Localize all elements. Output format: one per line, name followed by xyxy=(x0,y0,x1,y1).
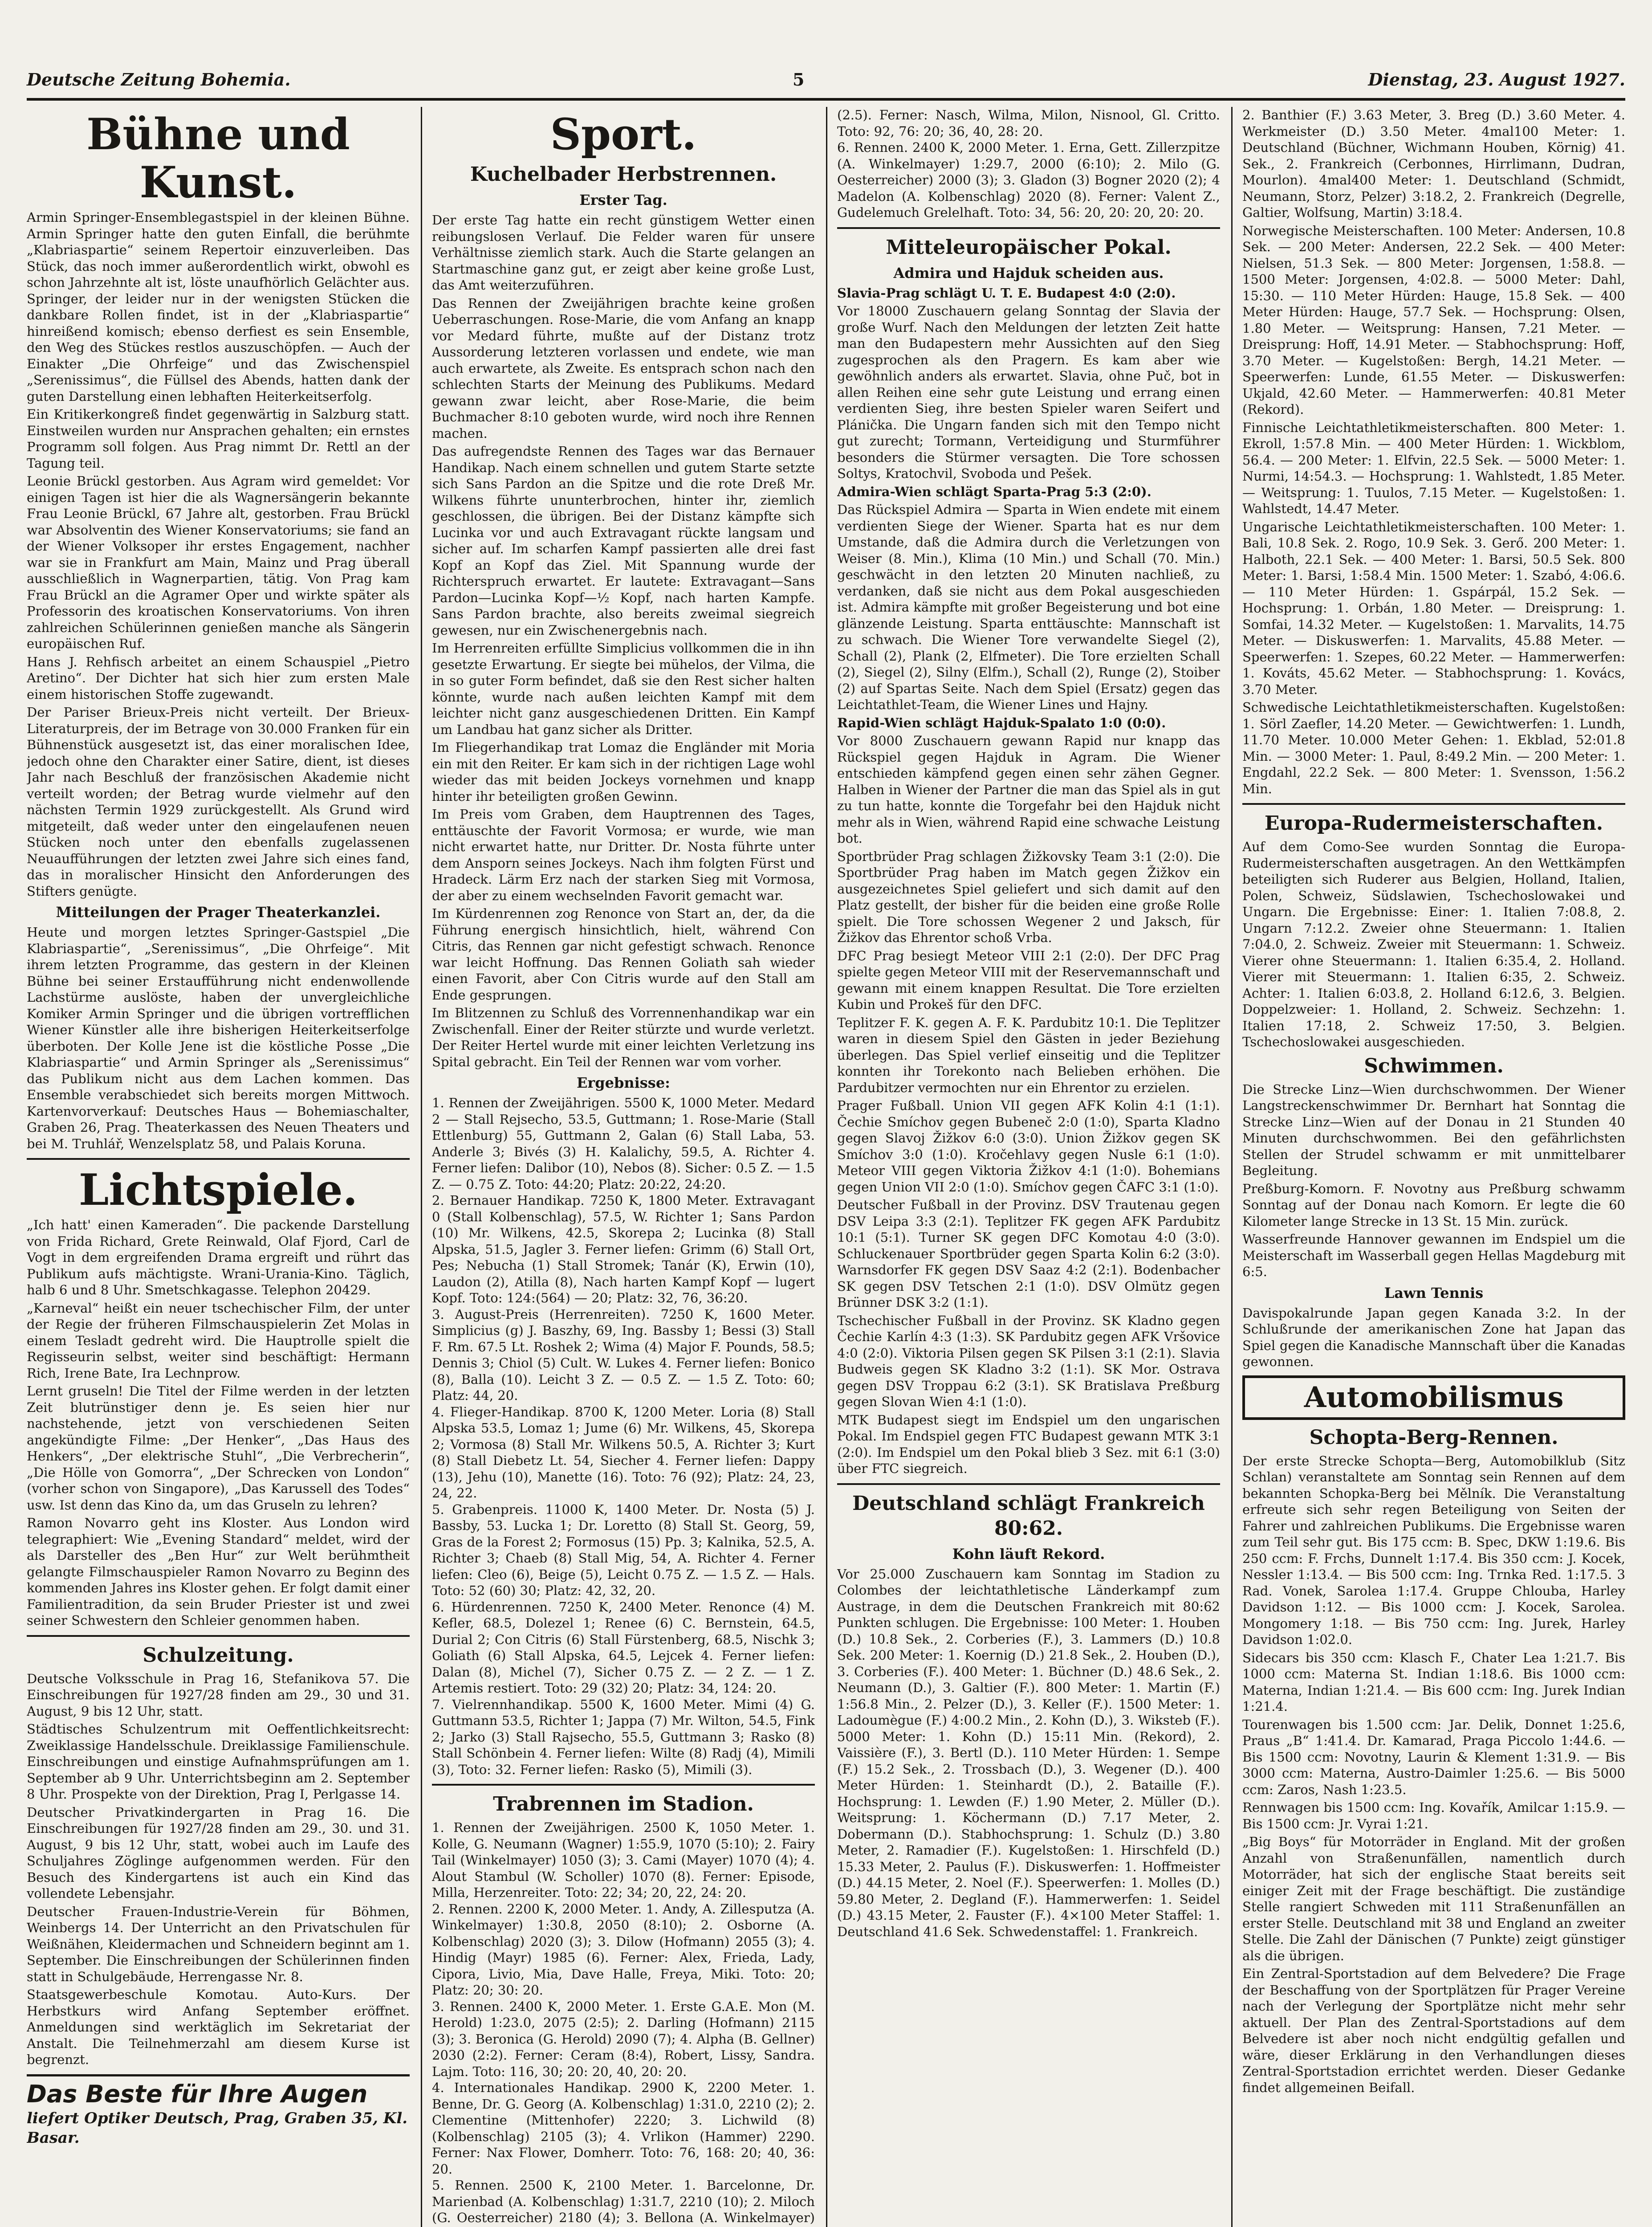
subsection-subtitle: Erster Tag. xyxy=(579,192,667,208)
divider xyxy=(837,227,1220,229)
column-rule xyxy=(826,107,827,2227)
article: Hans J. Rehfisch arbeitet an einem Schauspiel „Pietro Aretino“. Der Dichter hat sich hier zum ersten Male einem historischen Stoffe zugewandt. xyxy=(27,654,410,702)
article: 2. Banthier (F.) 3.63 Meter, 3. Breg (D.) 3.60 Meter. 4. Werkmeister (D.) 3.50 Meter. 4mal100 Meter: 1. Deutschland (Büchner, Wichmann Houben, Körnig) 41. Sek., 2. Frankreich (Cerbonnes, Hirrlimann, Dudran, Mourlon). 4mal400 Meter: 1. Deutschland (Schmidt, Neumann, Storz, Pelzer) 3:18.2, 2. Frankreich (Degrelle, Galtier, Wolfsung, Martin) 3:18.4. xyxy=(1242,107,1625,220)
article: Vor 25.000 Zuschauern kam Sonntag im Stadion zu Colombes der leichtathletische Länderkampf zum Austrage, in dem die Deutschen Frankreich mit 80:62 Punkten schlugen. Die Ergebnisse: 100 Meter: 1. Houben (D.) 10.8 Sek., 2. Corberies (F.), 3. Lammers (D.) 10.8 Sek. 200 Meter: 1. Koernig (D.) 21.8 Sek., 2. Houben (D.), 3. Corberies (F.). 400 Meter: 1. Büchner (D.) 48.6 Sek., 2. Neumann (D.), 3. Galtier (F.). 800 Meter: 1. Martin (F.) 1:56.8 Min., 2. Pelzer (D.), 3. Keller (F.). 1500 Meter: 1. Ladoumègue (F.) 4:00.2 Min., 2. Kohn (D.), 3. Wiksteb (F.). 5000 Meter: 1. Kohn (D.) 15:11 Min. (Rekord), 2. Vaissière (F.), 3. Bertl (D.). 110 Meter Hürden: 1. Sempe (F.) 15.2 Sek., 2. Trossbach (D.), 3. Wegener (D.). 400 Meter Hürden: 1. Steinhardt (D.), 2. Bataille (F.). Hochsprung: 1. Lewden (F.) 1.90 Meter, 2. Müller (D.). Weitsprung: 1. Köchermann (D.) 7.17 Meter, 2. Dobermann (D.). Stabhochsprung: 1. Schulz (D.) 3.80 Meter, 2. Ramadier (F.). Kugelstoßen: 1. Hirschfeld (D.) 15.33 Meter, 2. Paulus (F.). Diskuswerfen: 1. Hoffmeister (D.) 44.15 Meter, 2. Noel (F.). Speerwerfen: 1. Molles (D.) 59.80 Meter, 2. Degland (F.). Hammerwerfen: 1. Seidel (D.) 43.15 Meter, 2. Fauster (F.). 4×100 Meter Staffel: 1. Deutschland 41.6 Sek. Schwedenstaffel: 1. Frankreich. xyxy=(837,1566,1220,1939)
article: Deutsche Volksschule in Prag 16, Stefanikova 57. Die Einschreibungen für 1927/28 finden am 29., 30 und 31. August, 9 bis 12 Uhr, statt. xyxy=(27,1671,410,1719)
section-title-automobilismus: Automobilismus xyxy=(1242,1375,1625,1420)
section-title-buehne: Bühne und Kunst. xyxy=(86,109,350,208)
section-title-rowing: Europa-Rudermeisterschaften. xyxy=(1264,812,1603,835)
article: Vor 8000 Zuschauern gewann Rapid nur knapp das Rückspiel gegen Hajduk in Agram. Die Wiener entschieden kämpfend gegen einen sehr zähen Gegner. Halben in Wiener der Partner die man das Spiel als in gut zu tun hatte, konnte die Torgefahr bei den Hajduk nicht mehr als in Wien, während Rapid eine schwache Leistung bot. xyxy=(837,733,1220,846)
article: Das Rückspiel Admira — Sparta in Wien endete mit einem verdienten Siege der Wiener. Sparta hat es nur dem Umstande, daß die Admira durch die Verletzungen von Weiser (8. Min.), Klima (10 Min.) und Schall (70. Min.) geschwächt in den letzten 20 Minuten nachließ, zu verdanken, daß sie nicht aus dem Pokal ausgeschieden ist. Admira kämpfte mit großer Begeisterung und bot eine glänzende Leistung. Sparta enttäuschte: Mannschaft ist zu schwach. Die Wiener Tore verwandelte Siegel (2), Schall (2), Plank (2, Elfmeter). Die Tore erzielten Schall (2), Siegel (2), Silny (Elfm.), Schall (2), Runge (2), Stoiber (2) auf Spartas Seite. Nach dem Spiel (Ersatz) gegen das Leichtathlet-Team, die Wiener Lines und Hajny. xyxy=(837,502,1220,712)
newspaper-page xyxy=(27,67,1625,2227)
subsection-subtitle: Kohn läuft Rekord. xyxy=(952,1545,1105,1562)
article: Ramon Novarro geht ins Kloster. Aus London wird telegraphiert: Wie „Evening Standard“ meldet, wird der als Darsteller des „Ben Hur“ zur Welt berühmtheit gelangte Filmschauspieler Ramon Novarro zu Beginn des kommenden Jahres ins Kloster gehen. Er folgt damit einer Familientradition, da sein Bruder Priester ist und zwei seiner Schwestern den Schleier genommen haben. xyxy=(27,1515,410,1628)
article: Heute und morgen letztes Springer-Gastspiel „Die Klabriaspartie“, „Serenissimus“, „Die Ohrfeige“. Mit ihrem letzten Programme, das gestern in der Kleinen Bühne bei seiner Erstaufführung nicht endenwollende Lachstürme auslöste, haben der unvergleichliche Komiker Armin Springer und die übrigen vortrefflichen Wiener Künstler alle ihre bisherigen Heiterkeitserfolge überboten. Der Kolle Jene ist die köstliche Posse „Die Klabriaspartie“ und Armin Springer als „Serenissimus“ das Publikum nicht aus dem Lachen kommen. Das Ensemble verabschiedet sich bereits morgen Mittwoch. Kartenvorverkauf: Deutsches Haus — Bohemiaschalter, Graben 26, Prag. Theaterkassen des Neuen Theaters und bei M. Truhlář, Wenzelsplatz 58, und Palais Koruna. xyxy=(27,925,410,1151)
article: Der Pariser Brieux-Preis nicht verteilt. Der Brieux-Literaturpreis, der im Betrage von 30.000 Franken für ein Bühnenstück ausgesetzt ist, das einer moralischen Idee, jedoch ohne den Charakter einer Satire, dient, ist dieses Jahr nach Beschluß der französischen Akademie nicht verteilt worden; der Betrag wurde vielmehr auf den nächsten Termin 1929 zurückgestellt. Als Grund wird mitgeteilt, daß weder unter den eingelaufenen neuen Stücken noch unter den ebenfalls zugelassenen Neuaufführungen der letzten zwei Jahre sich eines fand, das in moralischer Hinsicht den Anforderungen des Stifters genügte. xyxy=(27,705,410,899)
section-title-swimming: Schwimmen. xyxy=(1364,1054,1504,1077)
article: Deutscher Frauen-Industrie-Verein für Böhmen, Weinbergs 14. Der Unterricht an den Privatschulen für Weißnähen, Kleidermachen und Schneidern beginnt am 1. September. Die Einschreibungen der Schülerinnen finden statt in Schulgebäude, Herrengasse Nr. 8. xyxy=(27,1904,410,1984)
article: MTK Budapest siegt im Endspiel um den ungarischen Pokal. Im Endspiel gegen FTC Budapest gewann MTK 3:1 (2:0). Im Endspiel um den Pokal blieb 3 Sez. mit 6:1 (3:0) über FTC siegreich. xyxy=(837,1412,1220,1476)
column-sport xyxy=(432,107,815,2227)
article: Sidecars bis 350 ccm: Klasch F., Chater Lea 1:21.7. Bis 1000 ccm: Materna St. Indian 1:18.6. Bis 1000 ccm: Materna, Indian 1:21.4. — Bis 600 ccm: Ing. Jurek Indian 1:21.4. xyxy=(1242,1650,1625,1714)
race-results: 1. Rennen der Zweijährigen. 2500 K, 1050 Meter. 1. Kolle, G. Neumann (Wagner) 1:55.9, 1070 (5:10); 2. Fairy Tail (Winkelmayer) 1050 (3); 3. Cami (Mayer) 1070 (4); 4. Alout Stambul (W. Scholler) 1070 (8). Ferner: Episode, Milla, Herzenreiter. Toto: 22; 34; 20, 22, 24: 20. 2. Rennen. 2200 K, 2000 Meter. 1. Andy, A. Zillesputza (A. Winkelmayer) 1:30.8, 2050 (8:10); 2. Osborne (A. Kolbenschlag) 2020 (3); 3. Dilow (Hofmann) 2055 (3); 4. Hindig (Mayr) 1985 (6). Ferner: Alex, Frieda, Lady, Cipora, Livio, Mia, Dave Halle, Freya, Miki. Toto: 20; Platz: 20; 30: 20. 3. Rennen. 2400 K, 2000 Meter. 1. Erste G.A.E. Mon (M. Herold) 1:23.0, 2075 (2:5); 2. Darling (Hofmann) 2115 (3); 3. Beronica (G. Herold) 2090 (7); 4. Alpha (B. Gellner) 2030 (2:2). Ferner: Ceram (8:4), Robert, Lissy, Sandra. Lajm. Toto: 116, 30; 20: 20, 40, 20: 20. 4. Internationales Handikap. 2900 K, 2200 Meter. 1. Benne, Dr. G. Georg (A. Kolbenschlag) 1:31.0, 2210 (2); 2. Clementine (Mittenhofer) 2220; 3. Lichwild (8) (Kolbenschlag) 2105 (3); 4. Vrlikon (Hammer) 2290. Ferner: Nax Flower, Domherr. Toto: 76, 168: 20; 40, 36: 20. 5. Rennen. 2500 K, 2100 Meter. 1. Barcelonne, Dr. Marienbad (A. Kolbenschlag) 1:31.7, 2210 (10); 2. Miloch (G. Oesterreicher) 2180 (4); 3. Bellona (A. Winkelmayer) xyxy=(432,1820,815,2225)
article: Lernt gruseln! Die Titel der Filme werden in der letzten Zeit blutrünstiger denn je. Es seien hier nur nachstehende, jetzt von verschiedenen Seiten angekündigte Filme: „Der Henker“, „Das Haus des Henkers“, „Der elektrische Stuhl“, „Die Verbrecherin“, „Die Hölle von Gomorra“, „Der Schrecken von London“ (vorher schon von Singapore), „Das Karussell des Todes“ usw. Ist denn das Kino da, um das Gruseln zu lehren? xyxy=(27,1383,410,1513)
article: Die Strecke Linz—Wien durchschwommen. Der Wiener Langstreckenschwimmer Dr. Bernhart hat Sonntag die Strecke Linz—Wien auf der Donau in 21 Stunden 40 Minuten durchschwommen. Bei den gefährlichsten Stellen der Strudel schwamm er mit unmittelbarer Begleitung. xyxy=(1242,1081,1625,1178)
article: Der erste Tag hatte ein recht günstigem Wetter einen reibungslosen Verlauf. Die Felder waren für unsere Verhältnisse ziemlich stark. Auch die Starte gelangen an Startmaschine ganz gut, er zeigt aber keine große Lust, das Amt weiterzuführen. xyxy=(432,212,815,293)
section-title-lichtspiele: Lichtspiele. xyxy=(78,1165,358,1215)
article: Preßburg-Komorn. F. Novotny aus Preßburg schwamm Sonntag auf der Donau nach Komorn. Er legte die 60 Kilometer lange Strecke in 13 St. 15 Min. zurück. xyxy=(1242,1181,1625,1229)
article: Ein Zentral-Sportstadion auf dem Belvedere? Die Frage der Beschaffung von der Sportplätzen für Prager Vereine nach der Verlegung der Sportplätze nicht mehr sehr aktuell. Der Plan des Zentral-Sportstadions auf dem Belvedere ist aber noch nicht endgültig gefallen und wäre, dieser Erklärung in den Verhandlungen dieses Zentral-Sportstadion errichtet werden. Dieser Gedanke findet allgemeinen Beifall. xyxy=(1242,1966,1625,2095)
section-title-schulzeitung: Schulzeitung. xyxy=(142,1644,294,1667)
article: Im Fliegerhandikap trat Lomaz die Engländer mit Moria ein mit den Reiter. Er kam sich in der richtigen Lage wohl wieder das mit beiden Jockeys vornehmen und knapp hinter ihr beteiligten großen Gewinn. xyxy=(432,740,815,804)
article: Rennwagen bis 1500 ccm: Ing. Kovařík, Amilcar 1:15.9. — Bis 1500 ccm: Jr. Vyrai 1:21. xyxy=(1242,1800,1625,1831)
subsection-title: Schopta-Berg-Rennen. xyxy=(1309,1426,1558,1449)
subsection-title: Mitteilungen der Prager Theaterkanzlei. xyxy=(56,904,381,921)
issue-date: Dienstag, 23. August 1927. xyxy=(1368,69,1625,90)
article: Auf dem Como-See wurden Sonntag die Europa-Rudermeisterschaften ausgetragen. An den Wettkämpfen beteiligten sich Ruderer aus Belgien, Holland, Italien, Polen, Schweiz, Südslawien, Tschechoslowakei und Ungarn. Die Ergebnisse: Einer: 1. Italien 7:08.8, 2. Ungarn 7:12.2. Zweier ohne Steuermann: 1. Italien 7:04.0, 2. Schweiz. Zweier mit Steuermann: 1. Schweiz. Vierer ohne Steuermann: 1. Italien 6:35.4, 2. Holland. Vierer mit Steuermann: 1. Italien 6:35, 2. Schweiz. Achter: 1. Italien 6:03.8, 2. Holland 6:12.6, 3. Belgien. Doppelzweier: 1. Holland, 2. Schweiz. Sechzehn: 1. Italien 17:18, 2. Schweiz 17:50, 3. Belgien. Tschechoslowakei ausgeschieden. xyxy=(1242,839,1625,1049)
article: „Big Boys“ für Motorräder in England. Mit der großen Anzahl von Straßenunfällen, namentlich durch Motorräder, hat sich der englische Staat bereits seit einiger Zeit mit der Frage beschäftigt. Die zuständige Stelle rangiert Schweden mit 111 Straßenunfällen an erster Stelle. Deutschland mit 38 und England an zweiter Stelle. Die Zahl der Dänischen (7 Punkte) zeigt günstiger als die übrigen. xyxy=(1242,1834,1625,1963)
divider xyxy=(837,1483,1220,1485)
page-number: 5 xyxy=(793,69,805,90)
page-header xyxy=(27,67,1625,101)
article: Ein Kritikerkongreß findet gegenwärtig in Salzburg statt. Einstweilen wurden nur Ansprachen gehalten; ein ernstes Programm soll folgen. Aus Prag nimmt Dr. Rettl an der Tagung teil. xyxy=(27,407,410,471)
divider xyxy=(432,1784,815,1786)
divider xyxy=(1242,803,1625,805)
article: Tschechischer Fußball in der Provinz. SK Kladno gegen Čechie Karlín 4:3 (1:3). SK Pardubitz gegen AFK Vršovice 4:0 (2:0). Viktoria Pilsen gegen SK Pilsen 3:1 (2:1). Slavia Budweis gegen SK Kladno 3:2 (1:1). SK Mor. Ostrava gegen DSV Troppau 6:2 (3:1). SK Bratislava Preßburg gegen Slovan Wien 4:1 (1:0). xyxy=(837,1313,1220,1409)
race-results: 1. Rennen der Zweijährigen. 5500 K, 1000 Meter. Medard 2 — Stall Rejsecho, 53.5, Guttmann; 1. Rose-Marie (Stall Ettlenburg) 55, Guttmann 2, Galan (6) Stall Laba, 53. Anderle 3; Bivés (3) H. Kalalichy, 59.5, A. Richter 4. Ferner liefen: Dalibor (10), Nebos (8). Sicher: 0.5 Z. — 1.5 Z. — 0.75 Z. Toto: 44:20; Platz: 20:22, 24:20. 2. Bernauer Handikap. 7250 K, 1800 Meter. Extravagant 0 (Stall Kolbenschlag), 57.5, W. Richter 1; Sans Pardon (10) Mr. Wilkens, 42.5, Skorepa 2; Lucinka (8) Stall Alpska, 51.5, Jagler 3. Ferner liefen: Grimm (6) Stall Ort, Pes; Nebucha (1) Stall Stromek; Tanár (K), Erwin (10), Laudon (2), Atilla (8), Nach harten Kampf Kopf — lugert Kopf. Toto: 124:(564) — 20; Platz: 32, 76, 36:20. 3. August-Preis (Herrenreiten). 7250 K, 1600 Meter. Simplicius (g) J. Baszhy, 69, Ing. Bassby 1; Bessi (3) Stall F. Rm. 67.5 Lt. Roshek 2; Wima (4) Major F. Pounds, 58.5; Dennis 3; Chiol (5) Cult. W. Lukes 4. Ferner liefen: Bonico (8), Balla (10). Leicht 3 Z. — 0.5 Z. — 1.5 Z. Toto: 60; Platz: 44, 20. 4. Flieger-Handikap. 8700 K, 1200 Meter. Loria (8) Stall Alpska 53.5, Lomaz 1; Jume (6) Mr. Wilkens, 45, Skorepa 2; Vormosa (8) Stall Mr. Wilkens 50.5, A. Richter 3; Kurt (8) Stall Diebetz Lt. 54, Siecher 4. Ferner liefen: Dappy (13), Jehu (10), Manette (16). Toto: 76 (92); Platz: 24, 23, 24, 22. 5. Grabenpreis. 11000 K, 1400 Meter. Dr. Nosta (5) J. Bassby, 53. Lucka 1; Dr. Loretto (8) Stall St. Georg, 59, Gras de la Forest 2; Formosus (15) Pp. 3; Kalnika, 52.5, A. Richter 3; Chaeb (8) Stall Mig, 54, A. Richter 4. Ferner liefen: Cleo (6), Beige (5), Leicht 0.75 Z. — 1.5 Z. — Hals. Toto: 52 (60) 30; Platz: 42, 32, 20. 6. Hürdenrennen. 7250 K, 2400 Meter. Renonce (4) M. Kefler, 68.5, Dolezel 1; Renee (6) C. Bernstein, 64.5, Durial 2; Con Citris (6) Stall Fürstenberg, 68.5, Nischk 3; Goliath (6) Stall Alpska, 64.5, Lejcek 4. Ferner liefen: Dalan (8), Michel (7), Sicher 0.75 Z. — 2 Z. — 1 Z. Artemis restiert. Toto: 29 (32) 20; Platz: 34, 124: 20. 7. Vielrennhandikap. 5500 K, 1600 Meter. Mimi (4) G. Guttmann 53.5, Richter 1; Jappa (7) Mr. Wilton, 54.5, Fink 2; Jarko (3) Stall Rajsecho, 55.5, Guttmann 3; Rasko (8) Stall Schönbein 4. Ferner liefen: Wilte (8) Radj (4), Mimili (3), Toto: 32. Ferner liefen: Rasko (5), Mimili (3). xyxy=(432,1095,815,1777)
article: Im Preis vom Graben, dem Hauptrennen des Tages, enttäuschte der Favorit Vormosa; er wurde, wie man nicht erwartet hatte, nur Dritter. Dr. Nosta führte unter dem Ansporn seines Jockeys. Nach ihm folgten Fürst und Hradeck. Lärm Erz nach der starken Sieg mit Vormosa, der aber zu einem wechselnden Favorit gemacht war. xyxy=(432,807,815,903)
race-results: (2.5). Ferner: Nasch, Wilma, Milon, Nisnool, Gl. Critto. Toto: 92, 76: 20; 36, 40, 28: 20. 6. Rennen. 2400 K, 2000 Meter. 1. Erna, Gett. Zillerzpitze (A. Winkelmayer) 1:29.7, 2000 (6:10); 2. Milo (G. Oesterreicher) 2000 (3); 3. Gladon (3) Bogner 2020 (2); 4 Madelon (A. Kolbenschlag) 2020 (8). Ferner: Valent Z., Gudelemuch Grelelhaft. Toto: 34, 56: 20, 20: 20, 20: 20. xyxy=(837,107,1220,220)
article: Im Blitzennen zu Schluß des Vorrennenhandikap war ein Zwischenfall. Einer der Reiter stürzte und wurde verletzt. Der Reiter Hertel wurde mit einer leichten Verletzung ins Spital gebracht. Ein Teil der Rennen war vom vorher. xyxy=(432,1005,815,1069)
article: Staatsgewerbeschule Komotau. Auto-Kurs. Der Herbstkurs wird Anfang September eröffnet. Anmeldungen sind werktäglich im Sekretariat der Anstalt. Die Teilnehmerzahl am diesem Kurse ist begrenzt. xyxy=(27,1987,410,2067)
section-title-sport: Sport. xyxy=(550,109,697,159)
article: Der erste Strecke Schopta—Berg, Automobilklub (Sitz Schlan) veranstaltete am Sonntag sein Rennen auf dem bekannten Schopka-Berg bei Mělník. Die Veranstaltung erfreute sich sehr regen Beteiligung von Seiten der Fahrer und zahlreichen Publikums. Die Ergebnisse waren zum Teil sehr gut. Bis 175 ccm: B. Spec, DKW 1:19.6. Bis 250 ccm: F. Frchs, Dunnelt 1:17.4. Bis 350 ccm: J. Kocek, Nessler 1:13.4. — Bis 500 ccm: Ing. Trnka Red. 1:17.5. 3 Rad. Vonek, Sarolea 1:17.4. Gruppe Chlouba, Harley Davidson 1:12. — Bis 1000 ccm: J. Kocek, Sarolea. Mongomery 1:18. — Bis 750 ccm: Ing. Jurek, Harley Davidson 1:02.0. xyxy=(1242,1453,1625,1647)
article: Finnische Leichtathletikmeisterschaften. 800 Meter: 1. Ekroll, 1:57.8 Min. — 400 Meter Hürden: 1. Wickblom, 56.4. — 200 Meter: 1. Elfvin, 22.5 Sek. — 5000 Meter: 1. Nurmi, 14:54.3. — Hochsprung: 1. Wahlstedt, 1.85 Meter. — Weitsprung: 1. Tuulos, 7.15 Meter. — Kugelstoßen: 1. Wahlstedt, 14.47 Meter. xyxy=(1242,420,1625,516)
article: Ungarische Leichtathletikmeisterschaften. 100 Meter: 1. Bali, 10.8 Sek. 2. Rogo, 10.9 Sek. 3. Gerő. 200 Meter: 1. Halboth, 22.1 Sek. — 400 Meter: 1. Barsi, 50.5 Sek. 800 Meter: 1. Barsi, 1:58.4 Min. 1500 Meter: 1. Szabó, 4:06.6. — 110 Meter Hürden: 1. Gspárpál, 15.2 Sek. — Hochsprung: 1. Orbán, 1.80 Meter. — Dreisprung: 1. Somfai, 14.32 Meter. — Kugelstoßen: 1. Marvalits, 14.75 Meter. — Diskuswerfen: 1. Marvalits, 45.88 Meter. — Speerwerfen: 1. Szepes, 60.22 Meter. — Hammerwerfen: 1. Kováts, 45.62 Meter. — Stabhochsprung: 1. Kovács, 3.70 Meter. xyxy=(1242,519,1625,697)
article: Armin Springer-Ensemblegastspiel in der kleinen Bühne. Armin Springer hatte den guten Einfall, die berühmte „Klabriaspartie“ seinem Repertoir einzuverleiben. Das Stück, das noch immer außerordentlich wirkt, obwohl es schon Jahrzehnte alt ist, löste unaufhörlich Gelächter aus. Springer, der leider nur in der wenigsten Stücken die dankbare Rollen findet, ist in der „Klabriaspartie“ hinreißend komisch; ebenso derfiest es sein Ensemble, den Weg des Stückes restlos auszuschöpfen. — Auch der Einakter „Die Ohrfeige“ und das Zwischenspiel „Serenissimus“, die Füllsel des Abends, hatten dank der guten Darstellung einen lebhaften Heiterkeitserfolg. xyxy=(27,210,410,404)
divider xyxy=(27,1635,410,1637)
article: DFC Prag besiegt Meteor VIII 2:1 (2:0). Der DFC Prag spielte gegen Meteor VIII mit der Reservemannschaft und gewann mit einem knappen Resultat. Die Tore erzielten Kubin und Prokeš für den DFC. xyxy=(837,948,1220,1012)
article: „Karneval“ heißt ein neuer tschechischer Film, der unter der Regie der früheren Filmschauspielerin Zet Molas in einem Tesladt gedreht wird. Die Hauptrolle spielt die Regisseurin selbst, weiter sind beschäftigt: Hermann Rich, Irene Bate, Ira Lechnprow. xyxy=(27,1300,410,1381)
article: Leonie Brückl gestorben. Aus Agram wird gemeldet: Vor einigen Tagen ist hier die als Wagnersängerin bekannte Frau Leonie Brückl, 67 Jahre alt, gestorben. Frau Brückl war Absolventin des Wiener Konservatoriums; sie fand an der Wiener Volksoper ihr erstes Engagement, nachher war sie in Frankfurt am Main, Mainz und Prag überall ausschließlich in Wagnerpartien, tätig. Von Prag kam Frau Brückl an die Agramer Oper und wirkte später als Professorin des kroatischen Konservatoriums. Von ihren zahlreichen Schülerinnen genießen manche als Sängerin europäischen Ruf. xyxy=(27,473,410,651)
ad-address: liefert Optiker Deutsch, Prag, Graben 35, Kl. Basar. xyxy=(27,2109,408,2147)
section-title-pokal: Mitteleuropäischer Pokal. xyxy=(886,236,1172,259)
column-rule xyxy=(1231,107,1233,2227)
column-football xyxy=(837,107,1220,2227)
subsection-title: Trabrennen im Stadion. xyxy=(493,1793,754,1815)
column-rule xyxy=(421,107,422,2227)
article: Davispokalrunde Japan gegen Kanada 3:2. In der Schlußrunde der amerikanischen Zone hat Japan das Spiel gegen die Kanadische Mannschaft über die Kanadas gewonnen. xyxy=(1242,1305,1625,1369)
article: Norwegische Meisterschaften. 100 Meter: Andersen, 10.8 Sek. — 200 Meter: Andersen, 22.2 Sek. — 400 Meter: Nielsen, 51.3 Sek. — 800 Meter: Jorgensen, 1:58.8. — 1500 Meter: Jorgensen, 4:02.8. — 5000 Meter: Dahl, 15:30. — 110 Meter Hürden: Hauge, 15.8 Sek. — 400 Meter Hürden: Hauge, 57.7 Sek. — Hochsprung: Olsen, 1.80 Meter. — Weitsprung: Hansen, 7.21 Meter. — Dreisprung: Hoff, 14.91 Meter. — Stabhochsprung: Hoff, 3.70 Meter. — Kugelstoßen: Bergh, 14.21 Meter. — Speerwerfen: Lunde, 61.55 Meter. — Diskuswerfen: Ukjald, 42.60 Meter. — Hammerwerfen: 40.81 Meter (Rekord). xyxy=(1242,223,1625,417)
article: Im Kürdenrennen zog Renonce von Start an, der, da die Führung energisch hinsichtlich, hielt, während Con Citris, das Rennen gar nicht gefestigt schwach. Renonce war leicht Hoffnung. Das Rennen Goliath sah wieder einen Favorit, aber Con Citris wurde auf den Stall am Ende gesprungen. xyxy=(432,906,815,1003)
results-heading: Ergebnisse: xyxy=(577,1074,670,1091)
article: Schwedische Leichtathletikmeisterschaften. Kugelstoßen: 1. Sörl Zaefler, 14.20 Meter. — Gewichtwerfen: 1. Lundh, 11.70 Meter. 10.000 Meter Gehen: 1. Ekblad, 52:01.8 Min. — 3000 Meter: 1. Paul, 8:49.2 Min. — 200 Meter: 1. Engdahl, 22.2 Sek. — 800 Meter: 1. Svensson, 1:56.2 Min. xyxy=(1242,700,1625,796)
divider xyxy=(27,1158,410,1160)
article: Wasserfreunde Hannover gewannen im Endspiel um die Meisterschaft im Wasserball gegen Hellas Magdeburg mit 6:5. xyxy=(1242,1232,1625,1279)
article: Deutscher Fußball in der Provinz. DSV Trautenau gegen DSV Leipa 3:3 (2:1). Teplitzer FK gegen AFK Pardubitz 10:1 (5:1). Turner SK gegen DFC Komotau 4:0 (3:0). Schluckenauer Sportbrüder gegen Sparta Kolin 6:2 (3:0). Warnsdorfer FK gegen DSV Saaz 4:2 (2:1). Bodenbacher SK gegen DSV Tetschen 2:1 (1:0). DSV Olmütz gegen Brünner DSK 3:2 (1:1). xyxy=(837,1197,1220,1310)
masthead: Deutsche Zeitung Bohemia. xyxy=(27,69,291,90)
section-title-tennis: Lawn Tennis xyxy=(1384,1284,1484,1301)
article: Teplitzer F. K. gegen A. F. K. Pardubitz 10:1. Die Teplitzer waren in diesem Spiel den Gästen in jeder Beziehung überlegen. Das Spiel verlief einseitig und die Teplitzer konnten ihr Torekonto nach Belieben erhöhen. Die Pardubitzer vermochten nur ein Ehrentor zu erzielen. xyxy=(837,1015,1220,1095)
match-heading: Slavia-Prag schlägt U. T. E. Budapest 4:0 (2:0). xyxy=(837,285,1176,301)
column-culture xyxy=(27,107,410,2227)
article: Tourenwagen bis 1.500 ccm: Jar. Delik, Donnet 1:25.6, Praus „B“ 1:41.4. Dr. Kamarad, Praga Piccolo 1:44.6. — Bis 1500 ccm: Novotny, Laurin & Klement 1:31.9. — Bis 3000 ccm: Materna, Austro-Daimler 1:25.6. — Bis 5000 ccm: Zaros, Nash 1:23.5. xyxy=(1242,1717,1625,1797)
ad-headline: Das Beste für Ihre Augen xyxy=(27,2080,368,2108)
section-title-athletics: Deutschland schlägt Frankreich 80:62. xyxy=(852,1492,1205,1540)
article: Deutscher Privatkindergarten in Prag 16. Die Einschreibungen für 1927/28 finden am 29., 30. und 31. August, 9 bis 12 Uhr, statt, wobei auch im Laufe des Schuljahres Zöglinge aufgenommen werden. Für den Besuch des Kindergartens ist auch ein Kind das vollendete Lebensjahr. xyxy=(27,1804,410,1901)
article: Das Rennen der Zweijährigen brachte keine großen Ueberraschungen. Rose-Marie, die vom Anfang an knapp vor Medard führte, mußte auf der Distanz trotz Aussorderung letzteren vorlassen und endete, wie man auch erwartete, als Zweite. Es entsprach schon nach den schlechten Starts der Meinung des Publikums. Medard gewann zwar leicht, aber Rose-Marie, die beim Buchmacher 8:10 geboten wurde, wird noch ihre Rennen machen. xyxy=(432,295,815,441)
subsection-title: Kuchelbader Herbstrennen. xyxy=(470,163,777,186)
article: Das aufregendste Rennen des Tages war das Bernauer Handikap. Nach einem schnellen und gutem Starte setzte sich Sans Pardon an die Spitze und die rote Dreß Mr. Wilkens führte ununterbrochen, hinter ihr, ziemlich geschlossen, die übrigen. Bei der Distanz kämpfte sich Lucinka vor und auch Extravagant rückte langsam und sicher auf. Im scharfen Kampf passierten alle drei fast Kopf an Kopf das Ziel. Mit Spannung wurde der Richterspruch erwartet. Er lautete: Extravagant—Sans Pardon—Lucinka Kopf—½ Kopf, nach harten Kampfe. Sans Pardon brachte, also bereits zweimal siegreich gewesen, nur ein Zwischenergebnis nach. xyxy=(432,444,815,638)
column-misc-sport xyxy=(1242,107,1625,2227)
article: Sportbrüder Prag schlagen Žižkovsky Team 3:1 (2:0). Die Sportbrüder Prag haben im Match gegen Žižkov ein ausgezeichnetes Spiel geliefert und sich damit auf den Platz gestellt, der bisher für die beiden eine große Rolle spielt. Die Tore schossen Wegener 2 und Jaksch, für Žižkov das Ehrentor schoß Vrba. xyxy=(837,848,1220,945)
subsection-subtitle: Admira und Hajduk scheiden aus. xyxy=(893,264,1164,281)
article: „Ich hatt' einen Kameraden“. Die packende Darstellung von Frida Richard, Grete Reinwald, Olaf Fjord, Carl de Vogt in dem ergreifenden Drama ergreift und rührt das Publikum aufs mächtigste. Wrani-Urania-Kino. Täglich, halb 6 und 8 Uhr. Smetschkagasse. Telephon 20429. xyxy=(27,1217,410,1297)
article: Prager Fußball. Union VII gegen AFK Kolin 4:1 (1:1). Čechie Smíchov gegen Bubeneč 2:0 (1:0), Sparta Kladno gegen Slavoj Žižkov 6:0 (3:0). Union Žižkov gegen SK Smíchov 3:0 (1:0). Kročehlavy gegen Nusle 6:1 (1:0). Meteor VIII gegen Viktoria Žižkov 4:1 (1:0). Bohemians gegen Union VII 2:0 (1:0). Smíchov gegen ČAFC 3:1 (1:0). xyxy=(837,1098,1220,1195)
optician-advertisement xyxy=(27,2074,410,2148)
match-heading: Rapid-Wien schlägt Hajduk-Spalato 1:0 (0:0). xyxy=(837,715,1166,730)
article: Städtisches Schulzentrum mit Oeffentlichkeitsrecht: Zweiklassige Handelsschule. Dreiklassige Familienschule. Einschreibungen und einstige Aufnahmsprüfungen am 1. September ab 9 Uhr. Unterrichtsbeginn am 2. September 8 Uhr. Prospekte von der Direktion, Prag I, Perlgasse 14. xyxy=(27,1721,410,1802)
match-heading: Admira-Wien schlägt Sparta-Prag 5:3 (2:0). xyxy=(837,484,1152,499)
article: Im Herrenreiten erfüllte Simplicius vollkommen die in ihn gesetzte Erwartung. Er siegte bei mühelos, der Vilma, die in so guter Form befindet, daß sie den Rest sicher halten könnte, wurde nach außen leichten Kampf mit dem leichter nicht ganz ausgeschiedenen Dritten. Ein Kampf um Landbau hat ganz sicher als Dritter. xyxy=(432,640,815,737)
article: Vor 18000 Zuschauern gelang Sonntag der Slavia der große Wurf. Nach den Meldungen der letzten Zeit hatte man den Budapestern mehr Aussichten auf den Sieg zugesprochen als den Pragern. Es kam aber wie gewöhnlich anders als erwartet. Slavia, ohne Puč, bot in allen Reihen eine sehr gute Leistung und errang einen verdienten Sieg, ihre besten Spieler waren Seifert und Plánička. Die Ungarn fanden sich mit den Tempo nicht gut zurecht; Tormann, Verteidigung und Sturmführer besonders die Stürmer versagten. Die Tore schossen Soltys, Kratochvil, Svoboda und Pešek. xyxy=(837,303,1220,481)
